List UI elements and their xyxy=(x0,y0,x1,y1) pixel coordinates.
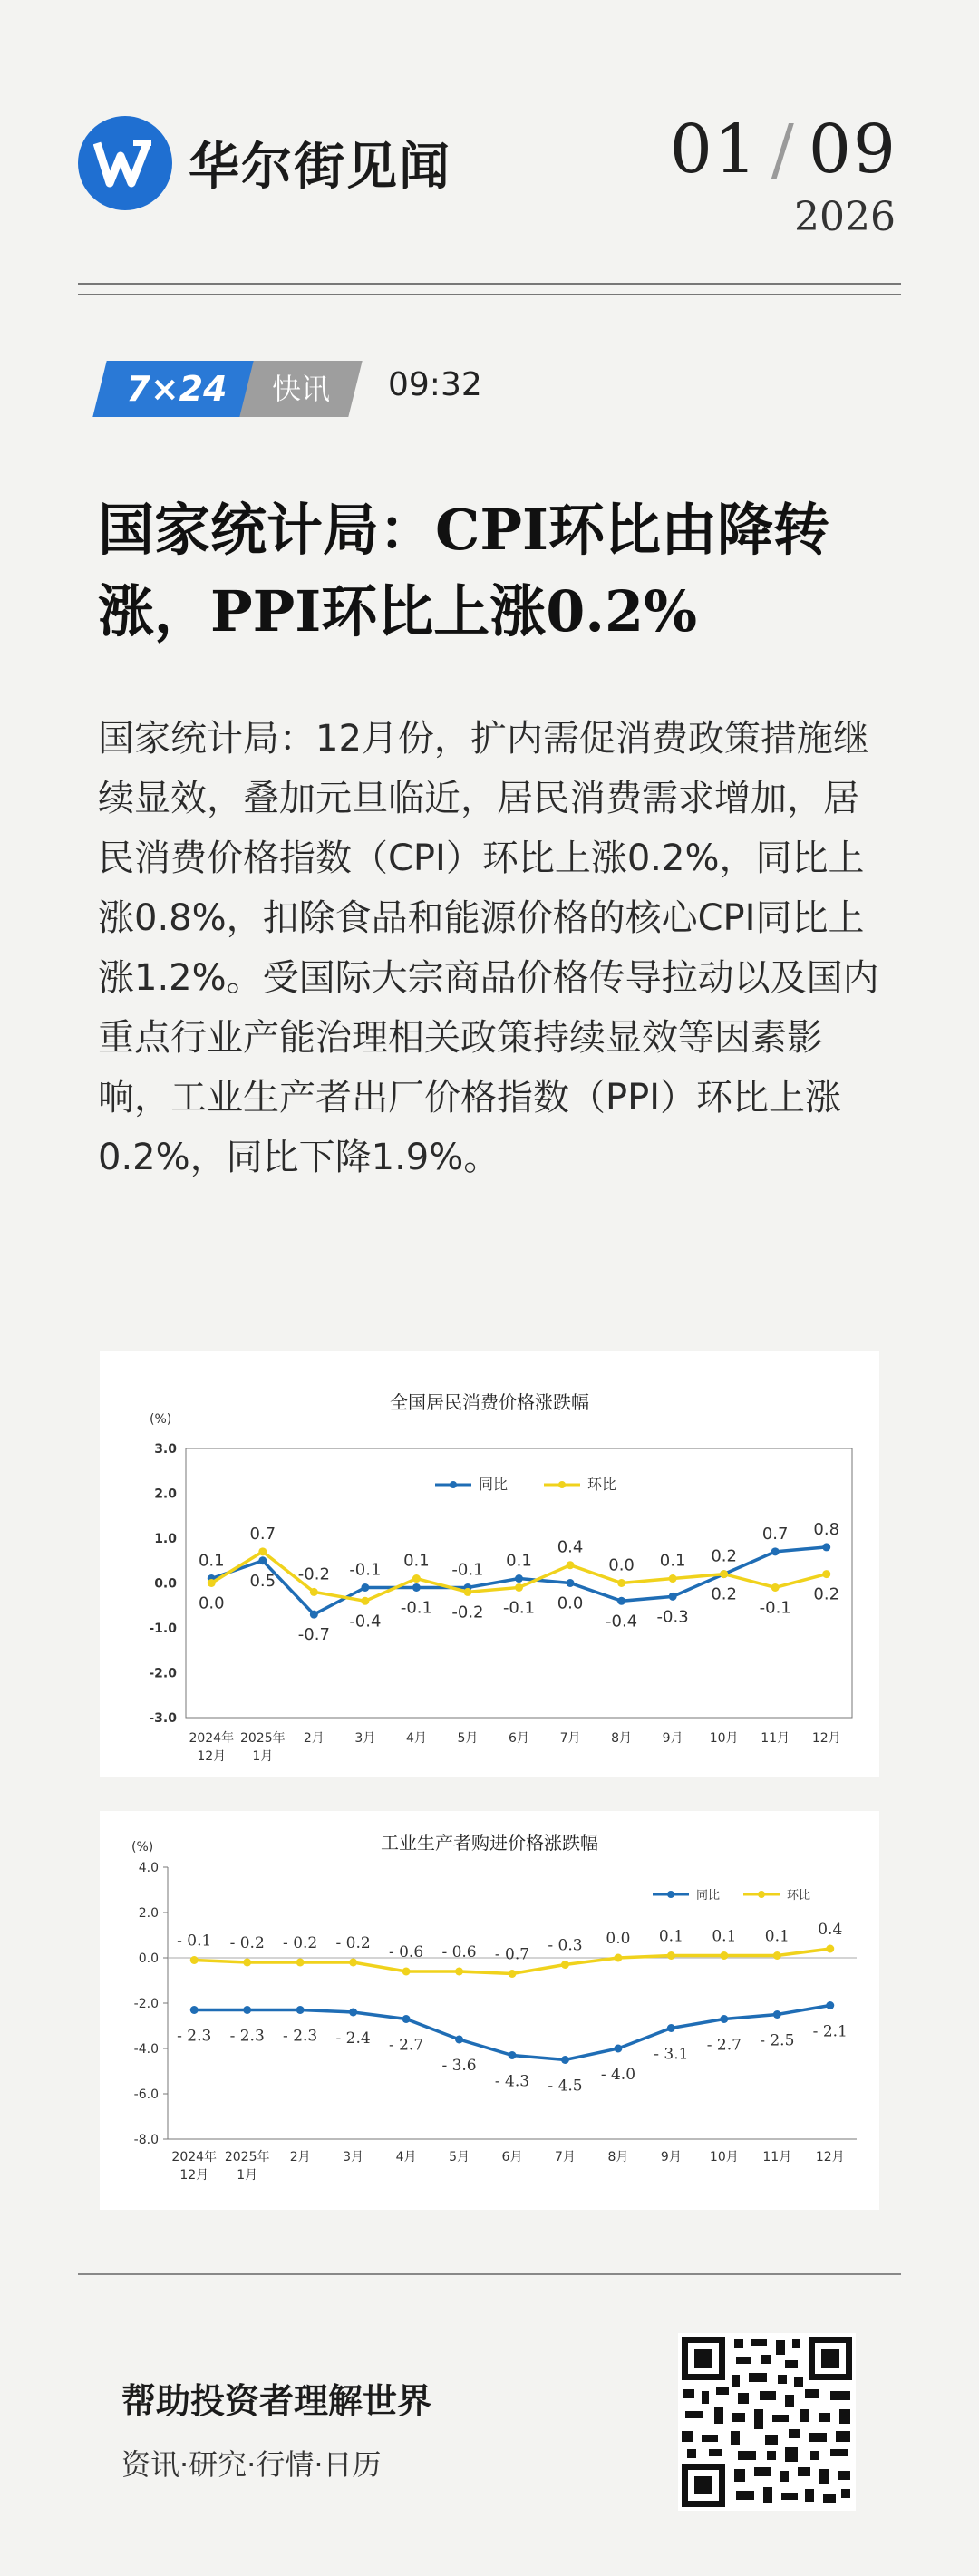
data-label: 0.1 xyxy=(764,1927,790,1946)
data-point-1 xyxy=(208,1579,216,1587)
data-label: - 0.6 xyxy=(441,1943,477,1961)
legend-marker-1 xyxy=(758,1891,765,1898)
data-label: -0.4 xyxy=(349,1612,382,1632)
x-tick-label: 6月 xyxy=(501,2150,523,2164)
legend-marker-0 xyxy=(450,1481,457,1488)
legend-label-1: 环比 xyxy=(587,1476,617,1493)
data-label: 0.0 xyxy=(557,1593,584,1613)
header-divider xyxy=(78,283,901,295)
data-point-0 xyxy=(567,1579,575,1587)
data-point-0 xyxy=(667,2024,675,2032)
data-point-0 xyxy=(402,2015,411,2023)
x-tick-label: 12月 xyxy=(811,1731,841,1746)
x-tick-label: 10月 xyxy=(709,1731,739,1746)
data-point-0 xyxy=(515,1574,523,1583)
y-tick-label: -8.0 xyxy=(133,2133,159,2147)
x-tick-label: 7月 xyxy=(559,1731,581,1746)
data-point-1 xyxy=(296,1959,305,1967)
data-label: -0.4 xyxy=(606,1612,638,1632)
y-axis-unit: (%) xyxy=(150,1412,172,1427)
date-slash: / xyxy=(771,111,796,189)
y-tick-label: -6.0 xyxy=(133,2087,159,2102)
y-tick-label: 3.0 xyxy=(154,1442,177,1457)
data-label: - 0.2 xyxy=(335,1934,371,1952)
data-label: - 2.7 xyxy=(388,2036,424,2055)
footer-subline: 资讯·研究·行情·日历 xyxy=(121,2447,382,2482)
data-label: 0.4 xyxy=(818,1921,843,1939)
x-tick-label: 5月 xyxy=(449,2150,470,2164)
x-tick-label: 2024年 xyxy=(189,1731,235,1746)
y-tick-label: 0.0 xyxy=(138,1951,159,1966)
x-tick-label: 9月 xyxy=(662,1731,683,1746)
brand-name: 华尔街见闻 xyxy=(189,137,451,197)
data-point-1 xyxy=(720,1951,728,1960)
data-label: -0.2 xyxy=(451,1603,484,1622)
data-point-1 xyxy=(455,1968,463,1976)
data-point-1 xyxy=(567,1561,575,1569)
data-label: - 2.3 xyxy=(283,2027,318,2046)
data-label: 0.0 xyxy=(608,1555,635,1575)
data-label: 0.1 xyxy=(403,1551,430,1571)
data-label: 0.0 xyxy=(606,1930,631,1948)
x-tick-label: 4月 xyxy=(395,2150,417,2164)
data-point-0 xyxy=(720,2015,728,2023)
publish-time: 09:32 xyxy=(388,366,482,403)
x-tick-label: 2月 xyxy=(303,1731,325,1746)
data-point-1 xyxy=(669,1574,677,1583)
data-label: -0.7 xyxy=(297,1625,330,1645)
data-label: -0.1 xyxy=(759,1598,791,1618)
data-label: - 0.2 xyxy=(229,1934,265,1952)
data-label: - 3.1 xyxy=(654,2045,689,2064)
data-point-1 xyxy=(349,1959,357,1967)
data-point-1 xyxy=(310,1588,318,1596)
tag-724: 7×24 xyxy=(126,369,228,409)
y-tick-label: 0.0 xyxy=(154,1576,177,1592)
data-point-0 xyxy=(771,1547,780,1555)
data-point-1 xyxy=(561,1961,569,1969)
tag-kuaixun: 快讯 xyxy=(271,372,330,406)
x-tick-label: 8月 xyxy=(607,2150,629,2164)
data-point-0 xyxy=(310,1611,318,1619)
data-point-0 xyxy=(296,2006,305,2014)
data-label: - 4.5 xyxy=(548,2077,583,2096)
data-point-1 xyxy=(614,1954,622,1962)
data-label: - 2.4 xyxy=(335,2029,371,2048)
data-point-0 xyxy=(190,2006,199,2014)
y-tick-label: -1.0 xyxy=(149,1622,177,1636)
data-label: 0.5 xyxy=(249,1571,276,1591)
x-tick-label: 11月 xyxy=(762,2150,792,2164)
y-tick-label: 4.0 xyxy=(138,1861,159,1875)
x-tick-label: 1月 xyxy=(252,1749,274,1764)
data-label: -0.3 xyxy=(656,1607,689,1627)
data-point-0 xyxy=(258,1556,267,1564)
data-point-0 xyxy=(455,2036,463,2044)
brand-logo[interactable] xyxy=(78,116,451,210)
x-tick-label: 3月 xyxy=(354,1731,376,1746)
x-tick-label: 3月 xyxy=(343,2150,364,2164)
x-tick-label: 5月 xyxy=(457,1731,479,1746)
data-point-1 xyxy=(463,1588,471,1596)
data-point-1 xyxy=(509,1970,517,1978)
data-point-1 xyxy=(412,1574,421,1583)
x-tick-label: 2024年 xyxy=(171,2150,218,2164)
data-label: - 2.5 xyxy=(760,2031,795,2050)
data-label: -0.1 xyxy=(400,1598,432,1618)
data-point-0 xyxy=(822,1543,830,1551)
data-point-1 xyxy=(667,1951,675,1960)
x-tick-label: 1月 xyxy=(237,2168,258,2183)
data-point-1 xyxy=(190,1956,199,1964)
legend-label-0: 同比 xyxy=(696,1889,721,1903)
article-headline: 国家统计局：CPI环比由降转涨，PPI环比上涨0.2% xyxy=(98,497,829,644)
data-label: - 0.2 xyxy=(283,1934,318,1952)
footer-slogan: 帮助投资者理解世界 xyxy=(121,2381,432,2421)
date-month: 01 xyxy=(669,111,759,189)
data-point-0 xyxy=(509,2051,517,2059)
y-tick-label: -2.0 xyxy=(149,1666,177,1681)
x-tick-label: 2025年 xyxy=(239,1731,286,1746)
data-point-1 xyxy=(617,1579,625,1587)
data-point-1 xyxy=(515,1583,523,1592)
data-point-0 xyxy=(349,2009,357,2017)
legend-label-1: 环比 xyxy=(787,1889,811,1903)
data-label: - 0.7 xyxy=(494,1945,530,1964)
data-point-1 xyxy=(720,1570,728,1578)
y-tick-label: -4.0 xyxy=(133,2042,159,2057)
data-point-1 xyxy=(243,1959,251,1967)
data-label: 0.0 xyxy=(198,1593,225,1613)
ppi-purchase-chart-svg xyxy=(100,1811,879,2210)
data-point-1 xyxy=(361,1597,369,1605)
data-label: -0.2 xyxy=(297,1564,330,1584)
x-tick-label: 7月 xyxy=(555,2150,576,2164)
x-tick-label: 2025年 xyxy=(224,2150,270,2164)
data-point-0 xyxy=(669,1593,677,1601)
data-label: - 4.3 xyxy=(494,2072,530,2091)
data-label: 0.2 xyxy=(813,1584,840,1604)
date-day: 09 xyxy=(808,111,897,189)
data-label: 0.2 xyxy=(711,1546,737,1566)
data-point-0 xyxy=(561,2056,569,2064)
data-label: 0.4 xyxy=(557,1537,584,1557)
y-tick-label: 2.0 xyxy=(154,1487,177,1502)
date-year: 2026 xyxy=(794,194,896,240)
data-point-0 xyxy=(826,2001,834,2009)
y-tick-label: 1.0 xyxy=(154,1532,177,1546)
legend-marker-1 xyxy=(558,1481,566,1488)
data-label: 0.7 xyxy=(249,1524,276,1544)
x-tick-label: 11月 xyxy=(761,1731,790,1746)
y-tick-label: -2.0 xyxy=(133,1997,159,2011)
data-label: -0.1 xyxy=(349,1560,382,1580)
ppi-purchase-chart xyxy=(100,1811,879,2210)
article-body: 国家统计局：12月份，扩内需促消费政策措施继续显效，叠加元旦临近，居民消费需求增加，居民消费价格指数（CPI）环比上涨0.2%，同比上涨0.8%，扣除食品和能源价格的核心CPI同比上涨1.2%。受国际大宗商品价格传导拉动以及国内重点行业产能治理相关政策持续显效等因素影响，工业生产者出厂价格指数（PPI）环比上涨0.2%，同比下降1.9%。 xyxy=(98,718,879,1178)
data-label: 0.1 xyxy=(506,1551,532,1571)
data-point-1 xyxy=(822,1570,830,1578)
x-tick-label: 12月 xyxy=(815,2150,845,2164)
data-label: - 0.1 xyxy=(177,1932,212,1951)
data-point-1 xyxy=(771,1583,780,1592)
x-tick-label: 10月 xyxy=(709,2150,739,2164)
qr-code-icon[interactable] xyxy=(678,2333,856,2511)
data-point-0 xyxy=(617,1597,625,1605)
data-label: - 4.0 xyxy=(600,2066,636,2084)
legend-marker-0 xyxy=(667,1891,674,1898)
data-label: -0.1 xyxy=(451,1560,484,1580)
y-tick-label: -3.0 xyxy=(149,1711,177,1726)
date-month-day xyxy=(670,111,897,189)
legend-label-0: 同比 xyxy=(479,1476,509,1493)
data-point-0 xyxy=(361,1583,369,1592)
data-label: - 2.3 xyxy=(177,2027,212,2046)
wallstreetcn-logo-icon xyxy=(78,116,172,210)
data-label: 0.2 xyxy=(711,1584,737,1604)
data-point-0 xyxy=(243,2006,251,2014)
data-label: 0.8 xyxy=(813,1519,840,1539)
data-label: - 2.7 xyxy=(706,2036,742,2055)
x-tick-label: 6月 xyxy=(509,1731,529,1746)
x-tick-label: 2月 xyxy=(289,2150,311,2164)
x-tick-label: 12月 xyxy=(197,1749,227,1764)
data-point-1 xyxy=(773,1951,781,1960)
y-tick-label: 2.0 xyxy=(138,1906,159,1921)
footer-divider xyxy=(78,2273,901,2275)
data-label: 0.7 xyxy=(761,1524,789,1544)
chart-title: 工业生产者购进价格涨跌幅 xyxy=(381,1832,598,1854)
data-label: 0.1 xyxy=(198,1551,225,1571)
x-tick-label: 9月 xyxy=(660,2150,682,2164)
data-label: - 3.6 xyxy=(441,2057,477,2075)
data-label: - 0.6 xyxy=(388,1943,424,1961)
data-label: - 2.3 xyxy=(229,2027,265,2046)
chart-title: 全国居民消费价格涨跌幅 xyxy=(390,1391,589,1413)
data-label: - 2.1 xyxy=(812,2022,848,2041)
data-label: 0.1 xyxy=(658,1927,683,1946)
data-point-0 xyxy=(773,2010,781,2019)
x-tick-label: 8月 xyxy=(611,1731,633,1746)
data-label: 0.1 xyxy=(712,1927,737,1946)
data-label: -0.1 xyxy=(502,1598,536,1618)
data-point-1 xyxy=(402,1968,411,1976)
data-point-0 xyxy=(614,2045,622,2053)
data-point-0 xyxy=(412,1583,421,1592)
data-label: - 0.3 xyxy=(548,1936,583,1955)
x-tick-label: 4月 xyxy=(405,1731,427,1746)
cpi-chart-svg xyxy=(100,1351,879,1777)
data-label: 0.1 xyxy=(659,1551,686,1571)
data-point-1 xyxy=(826,1945,834,1953)
y-axis-unit: (%) xyxy=(131,1840,154,1855)
x-tick-label: 12月 xyxy=(179,2168,209,2183)
cpi-chart xyxy=(100,1351,879,1777)
data-point-1 xyxy=(258,1547,267,1555)
